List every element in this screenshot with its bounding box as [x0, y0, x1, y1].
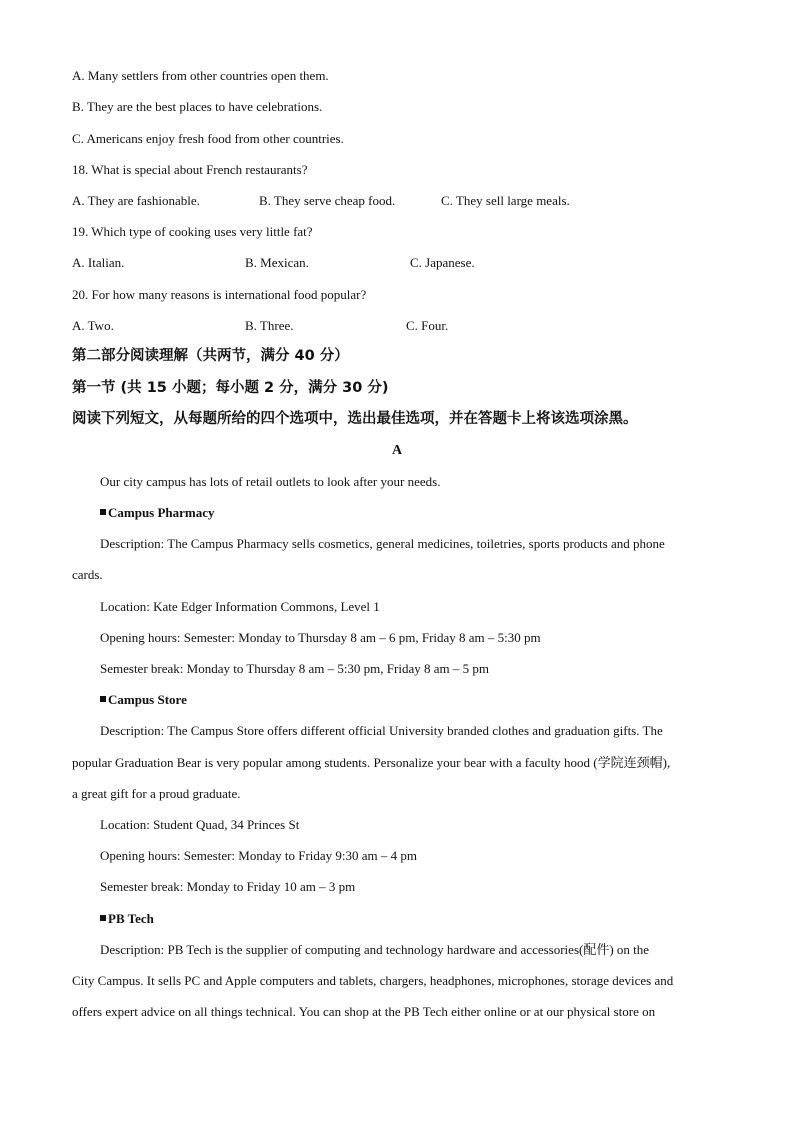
pharmacy-desc-1: Description: The Campus Pharmacy sells cosmetics, general medicines, toiletries, sports products and phone — [100, 536, 665, 551]
q17-option-b: B. They are the best places to have celebrations. — [72, 99, 323, 114]
store-location: Location: Student Quad, 34 Princes St — [100, 817, 300, 832]
q19-option-a: A. Italian. — [72, 255, 125, 270]
q19-option-b: B. Mexican. — [245, 255, 309, 270]
q18-option-c: C. They sell large meals. — [441, 193, 570, 208]
store-heading — [100, 691, 187, 709]
pharmacy-hours: Opening hours: Semester: Monday to Thursday 8 am – 6 pm, Friday 8 am – 5:30 pm — [100, 630, 541, 645]
store-hours: Opening hours: Semester: Monday to Friday 9:30 am – 4 pm — [100, 848, 418, 863]
q20-option-a: A. Two. — [72, 318, 114, 333]
store-desc-1: Description: The Campus Store offers different official University branded clothes and graduation gifts. The — [100, 723, 663, 738]
store-desc-2: popular Graduation Bear is very popular among students. Personalize your bear with a faculty hood (学院连颈帽), — [72, 755, 671, 770]
pbtech-desc-3: offers expert advice on all things technical. You can shop at the PB Tech either online or at our physical store on — [72, 1004, 656, 1019]
section1-instruction: 阅读下列短文，从每题所给的四个选项中，选出最佳选项，并在答题卡上将该选项涂黑。 — [72, 411, 638, 427]
pharmacy-break: Semester break: Monday to Thursday 8 am – 5:30 pm, Friday 8 am – 5 pm — [100, 661, 489, 676]
pbtech-heading-text: PB Tech — [108, 911, 154, 926]
pharmacy-location: Location: Kate Edger Information Commons, Level 1 — [100, 599, 380, 614]
square-bullet-icon — [100, 915, 106, 921]
square-bullet-icon — [100, 509, 106, 515]
q20-stem: 20. For how many reasons is international food popular? — [72, 287, 367, 302]
q17-option-c: C. Americans enjoy fresh food from other countries. — [72, 131, 344, 146]
q17-option-a: A. Many settlers from other countries open them. — [72, 68, 329, 83]
pharmacy-heading-text: Campus Pharmacy — [108, 505, 215, 520]
pbtech-desc-1: Description: PB Tech is the supplier of computing and technology hardware and accessories(配件) on the — [100, 942, 650, 957]
q18-stem: 18. What is special about French restaurants? — [72, 162, 308, 177]
section1-title: 第一节 (共 15 小题；每小题 2 分，满分 30 分) — [72, 380, 389, 396]
q20-option-c: C. Four. — [406, 318, 449, 333]
store-heading-text: Campus Store — [108, 692, 187, 707]
q19-stem: 19. Which type of cooking uses very little fat? — [72, 224, 313, 239]
pbtech-desc-2: City Campus. It sells PC and Apple computers and tablets, chargers, headphones, microphones, storage devices and — [72, 973, 674, 988]
store-break: Semester break: Monday to Friday 10 am – 3 pm — [100, 879, 356, 894]
q18-option-a: A. They are fashionable. — [72, 193, 200, 208]
part2-title: 第二部分阅读理解（共两节，满分 40 分） — [72, 348, 349, 364]
pharmacy-heading — [100, 504, 215, 522]
pbtech-heading — [100, 910, 154, 928]
q20-option-b: B. Three. — [245, 318, 294, 333]
q18-option-b: B. They serve cheap food. — [259, 193, 396, 208]
passage-intro: Our city campus has lots of retail outlets to look after your needs. — [100, 474, 441, 489]
pharmacy-desc-2: cards. — [72, 567, 103, 582]
square-bullet-icon — [100, 696, 106, 702]
q19-option-c: C. Japanese. — [410, 255, 475, 270]
passage-label: A — [391, 443, 403, 458]
store-desc-3: a great gift for a proud graduate. — [72, 786, 241, 801]
